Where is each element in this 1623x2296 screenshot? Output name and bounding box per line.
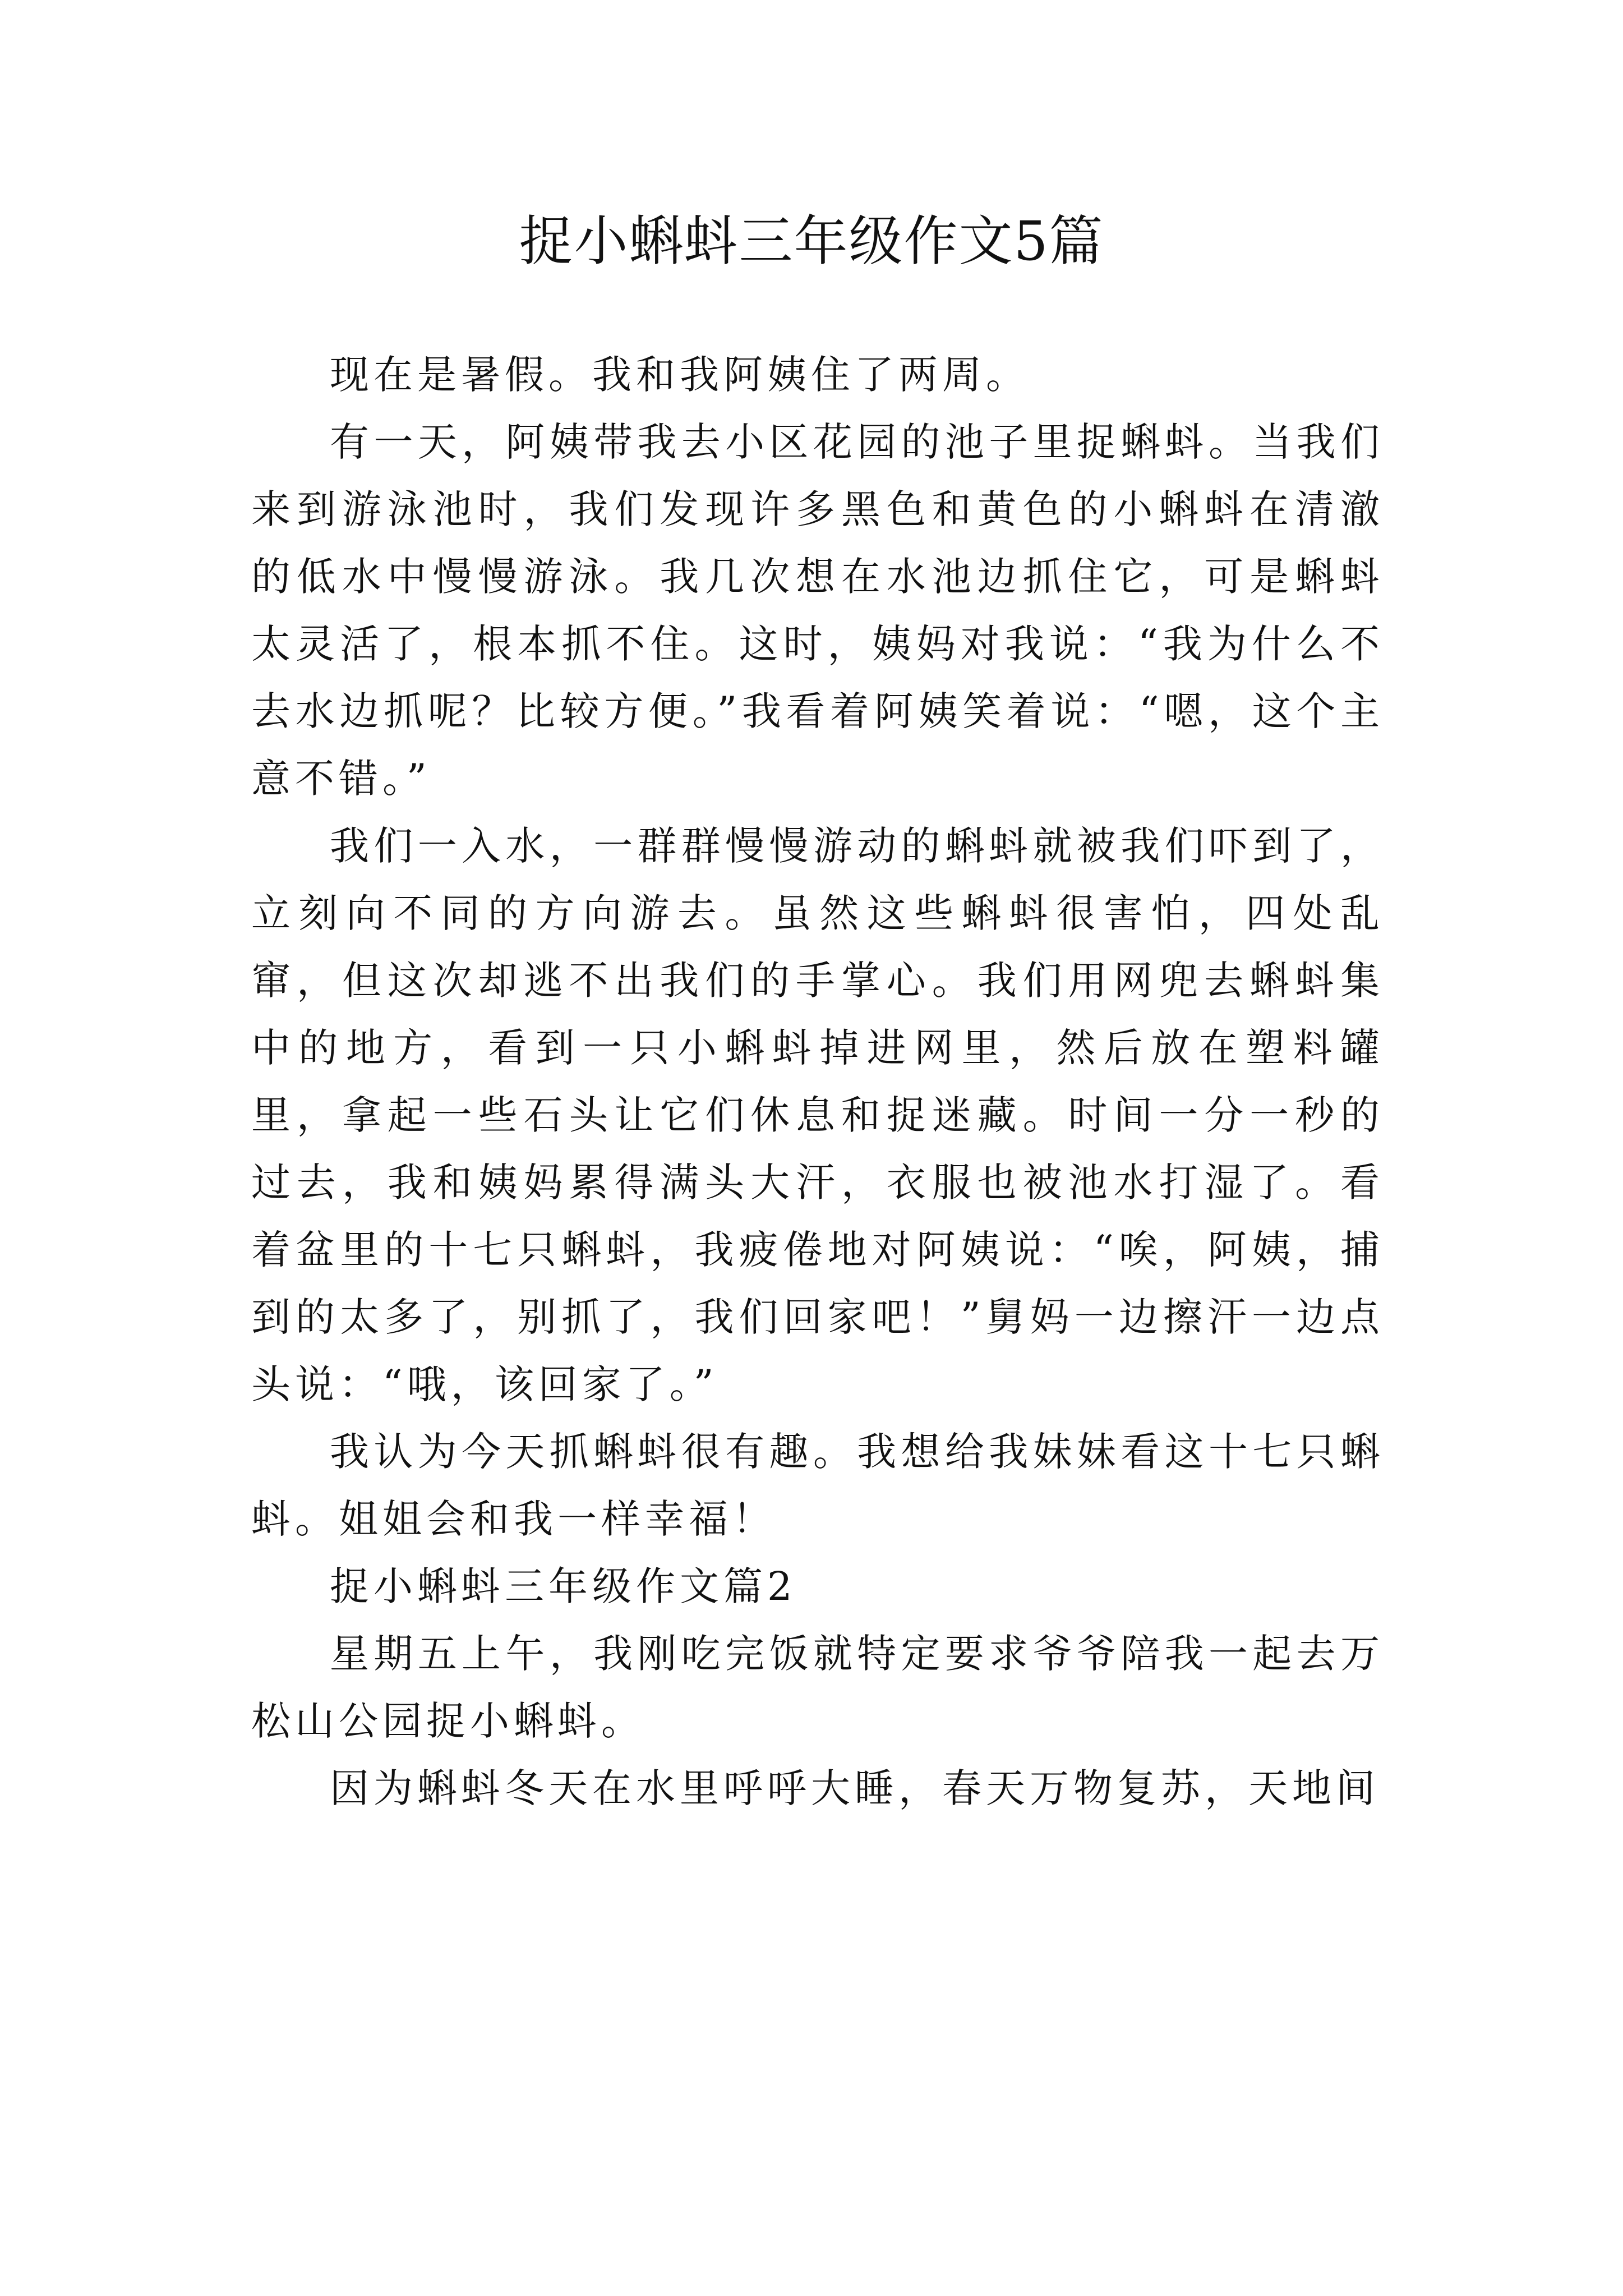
paragraph-2: 有一天，阿姨带我去小区花园的池子里捉蝌蚪。当我们来到游泳池时，我们发现许多黑色和黄色的小蝌蚪在清澈的低水中慢慢游泳。我几次想在水池边抓住它，可是蝌蚪太灵活了，根本抓不住。这时，姨妈对我说：“我为什么不去水边抓呢？比较方便。”我看着阿姨笑着说：“嗯，这个主意不错。” [251, 419, 1384, 802]
paragraph-6: 因为蝌蚪冬天在水里呼呼大睡，春天万物复苏，天地间 [330, 1765, 1380, 1811]
document-body [251, 341, 1384, 1822]
paragraph-4: 我认为今天抓蝌蚪很有趣。我想给我妹妹看这十七只蝌蚪。姐姐会和我一样幸福！ [251, 1429, 1384, 1542]
paragraph-1: 现在是暑假。我和我阿姨住了两周。 [330, 352, 1030, 398]
document-title: 捉小蝌蚪三年级作文5篇 [519, 210, 1104, 273]
section-heading-2: 捉小蝌蚪三年级作文篇2 [330, 1563, 797, 1609]
paragraph-3: 我们一入水，一群群慢慢游动的蝌蚪就被我们吓到了，立刻向不同的方向游去。虽然这些蝌蚪很害怕，四处乱窜，但这次却逃不出我们的手掌心。我们用网兜去蝌蚪集中的地方，看到一只小蝌蚪掉进网里，然后放在塑料罐里，拿起一些石头让它们休息和捉迷藏。时间一分一秒的过去，我和姨妈累得满头大汗，衣服也被池水打湿了。看着盆里的十七只蝌蚪，我疲倦地对阿姨说：“唉，阿姨，捕到的太多了，别抓了，我们回家吧！”舅妈一边擦汗一边点头说：“哦，该回家了。” [251, 823, 1384, 1407]
paragraph-5: 星期五上午，我刚吃完饭就特定要求爷爷陪我一起去万松山公园捉小蝌蚪。 [251, 1631, 1384, 1744]
